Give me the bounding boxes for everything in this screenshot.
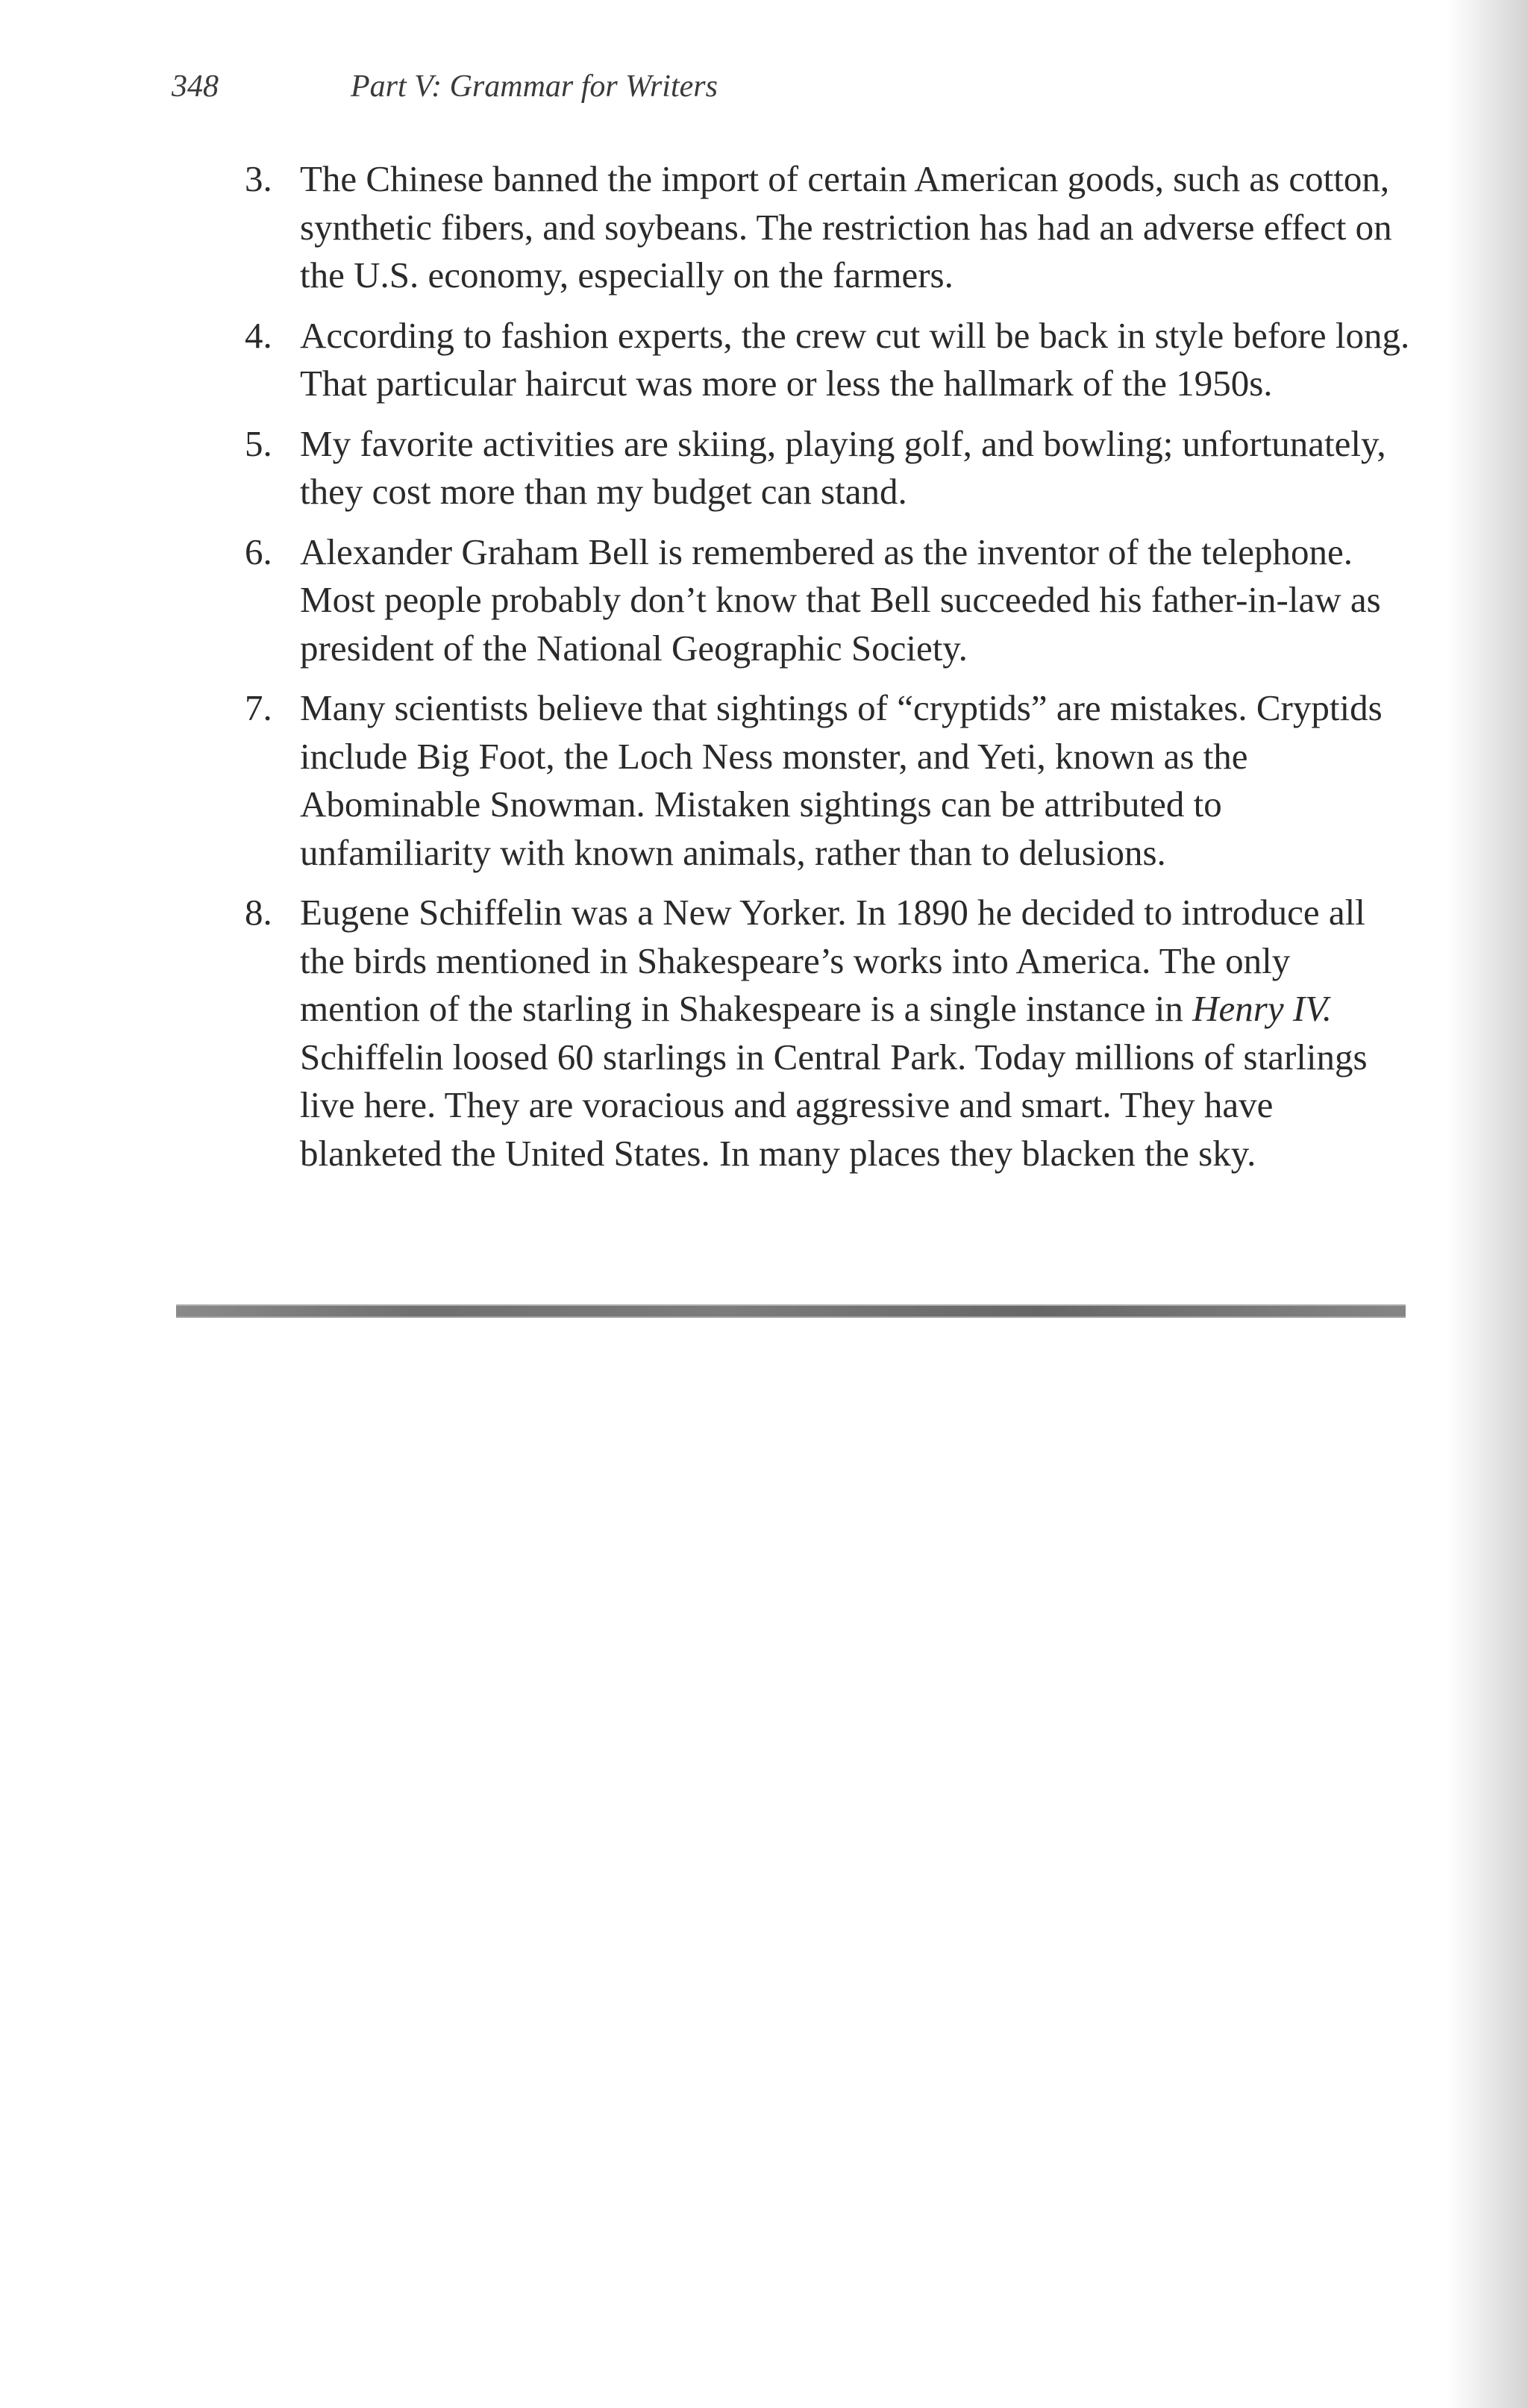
item-text-after-title: Schiffelin loosed 60 starlings in Central Park. Today millions of starlings live here. They are voracious and aggressive and smart. They have blanketed the United States. In many places they blacken the sky. <box>300 1036 1368 1174</box>
running-head <box>172 69 718 104</box>
exercise-list <box>222 155 1415 1189</box>
section-end-rule <box>176 1304 1406 1318</box>
item-text <box>300 889 1415 1178</box>
item-text: Many scientists believe that sightings of “cryptids” are mistakes. Cryptids include Big Foot, the Loch Ness monster, and Yeti, known as the Abominable Snowman. Mistaken sightings can be attributed to unfamiliarity with known animals, rather than to delusions. <box>300 687 1383 873</box>
section-title: Part V: Grammar for Writers <box>351 69 718 104</box>
page-gutter-shadow <box>1446 0 1528 2408</box>
item-number: 8. <box>245 892 272 933</box>
item-number: 6. <box>245 531 272 572</box>
exercise-item-4 <box>222 312 1415 408</box>
exercise-item-8 <box>222 889 1415 1178</box>
item-text: According to fashion experts, the crew cut will be back in style before long. That particular haircut was more or less the hallmark of the 1950s. <box>300 314 1410 404</box>
page-number: 348 <box>172 69 219 104</box>
book-title: Henry IV. <box>1192 988 1333 1029</box>
exercise-item-5 <box>222 420 1415 516</box>
exercise-item-3 <box>222 155 1415 300</box>
item-number: 4. <box>245 314 272 356</box>
exercise-item-7 <box>222 684 1415 877</box>
item-number: 3. <box>245 158 272 199</box>
item-number: 5. <box>245 422 272 464</box>
item-number: 7. <box>245 687 272 728</box>
item-text-before-title: Eugene Schiffelin was a New Yorker. In 1890 he decided to introduce all the birds mentioned in Shakespeare’s works into America. The only mention of the starling in Shakespeare is a single instance in <box>300 892 1365 1029</box>
item-text: The Chinese banned the import of certain American goods, such as cotton, synthetic fibers, and soybeans. The restriction has had an adverse effect on the U.S. economy, especially on the farmers. <box>300 158 1392 295</box>
item-text: My favorite activities are skiing, playing golf, and bowling; unfortunately, they cost more than my budget can stand. <box>300 422 1386 512</box>
item-text: Alexander Graham Bell is remembered as the inventor of the telephone. Most people probably don’t know that Bell succeeded his father-in-law as president of the National Geographic Society. <box>300 531 1381 669</box>
exercise-item-6 <box>222 528 1415 673</box>
